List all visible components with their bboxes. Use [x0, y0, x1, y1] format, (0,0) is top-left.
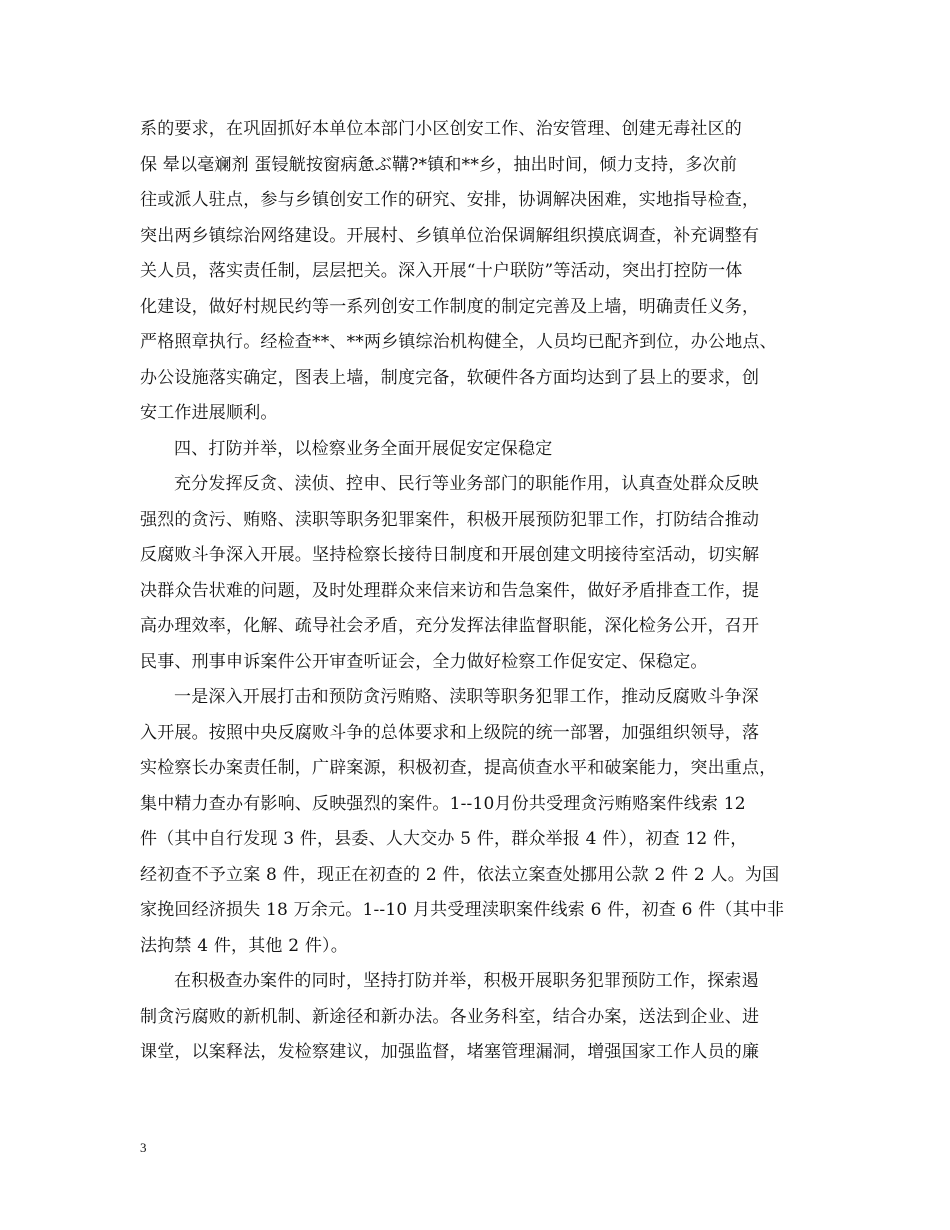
text-line: 化建设，做好村规民约等一系列创安工作制度的制定完善及上墙，明确责任义务，	[140, 296, 760, 317]
text-line: 经初查不予立案 8 件，现正在初查的 2 件，依法立案查处挪用公款 2 件 2 人。为国	[140, 864, 780, 885]
text-line: 高办理效率，化解、疏导社会矛盾，充分发挥法律监督职能，深化检务公开，召开	[140, 616, 760, 636]
text-line: 集中精力查办有影响、反映强烈的案件。1--10月份共受理贪污贿赂案件线索 12	[140, 793, 746, 814]
page-number: 3	[140, 1140, 147, 1155]
text-line: 关人员，落实责任制，层层把关。深入开展“十户联防”等活动，突出打控防一体	[140, 261, 743, 281]
text-line: 在积极查办案件的同时，坚持打防并举，积极开展职务犯罪预防工作，探索遏	[174, 971, 759, 991]
text-line: 办公设施落实确定，图表上墙，制度完备，软硬件各方面均达到了县上的要求，创	[140, 367, 760, 388]
text-line: 课堂，以案释法，发检察建议，加强监督，堵塞管理漏洞，增强国家工作人员的廉	[140, 1042, 760, 1062]
text-line: 严格照章执行。经检查**、**两乡镇综治机构健全，人员均已配齐到位，办公地点、	[140, 332, 777, 352]
text-line: 系的要求，在巩固抓好本单位本部门小区创安工作、治安管理、创建无毒社区的	[140, 119, 742, 139]
text-line: 民事、刑事申诉案件公开审查听证会，全力做好检察工作促安定、保稳定。	[140, 651, 708, 672]
text-line: 制贪污腐败的新机制、新途径和新办法。各业务科室，结合办案，送法到企业、进	[140, 1006, 760, 1027]
text-line: 反腐败斗争深入开展。坚持检察长接待日制度和开展创建文明接待室活动，切实解	[140, 545, 760, 565]
text-line: 往或派人驻点，参与乡镇创安工作的研究、安排，协调解决困难，实地指导检查，	[140, 190, 760, 210]
text-line: 安工作进展顺利。	[140, 403, 278, 423]
text-line: 家挽回经济损失 18 万余元。1--10 月共受理渎职案件线索 6 件，初查 6 件（其中非	[140, 900, 785, 920]
text-line: 充分发挥反贪、渎侦、控申、民行等业务部门的职能作用，认真查处群众反映	[174, 474, 759, 494]
text-line: 法拘禁 4 件，其他 2 件）。	[140, 935, 348, 956]
text-line: 突出两乡镇综治网络建设。开展村、乡镇单位治保调解组织摸底调查，补充调整有	[140, 225, 760, 246]
text-line: 决群众告状难的问题，及时处理群众来信来访和告急案件，做好矛盾排查工作，提	[140, 580, 760, 601]
text-line: 强烈的贪污、贿赂、渎职等职务犯罪案件，积极开展预防犯罪工作，打防结合推动	[140, 509, 760, 530]
text-line: 一是深入开展打击和预防贪污贿赂、渎职等职务犯罪工作，推动反腐败斗争深	[174, 687, 759, 707]
text-line: 件（其中自行发现 3 件，县委、人大交办 5 件，群众举报 4 件），初查 12 件，	[140, 829, 748, 849]
body-text	[140, 112, 830, 1071]
text-line: 四、打防并举，以检察业务全面开展促安定保稳定	[174, 438, 553, 459]
text-line: 保 晕以毫斓剂 蛋锓觥按窗病惫ぶ鞲?*镇和**乡，抽出时间，倾力支持，多次前	[140, 154, 738, 175]
text-line: 入开展。按照中央反腐败斗争的总体要求和上级院的统一部署，加强组织领导，落	[140, 722, 760, 743]
text-line: 实检察长办案责任制，广辟案源，积极初查，提高侦查水平和破案能力，突出重点，	[140, 758, 777, 778]
